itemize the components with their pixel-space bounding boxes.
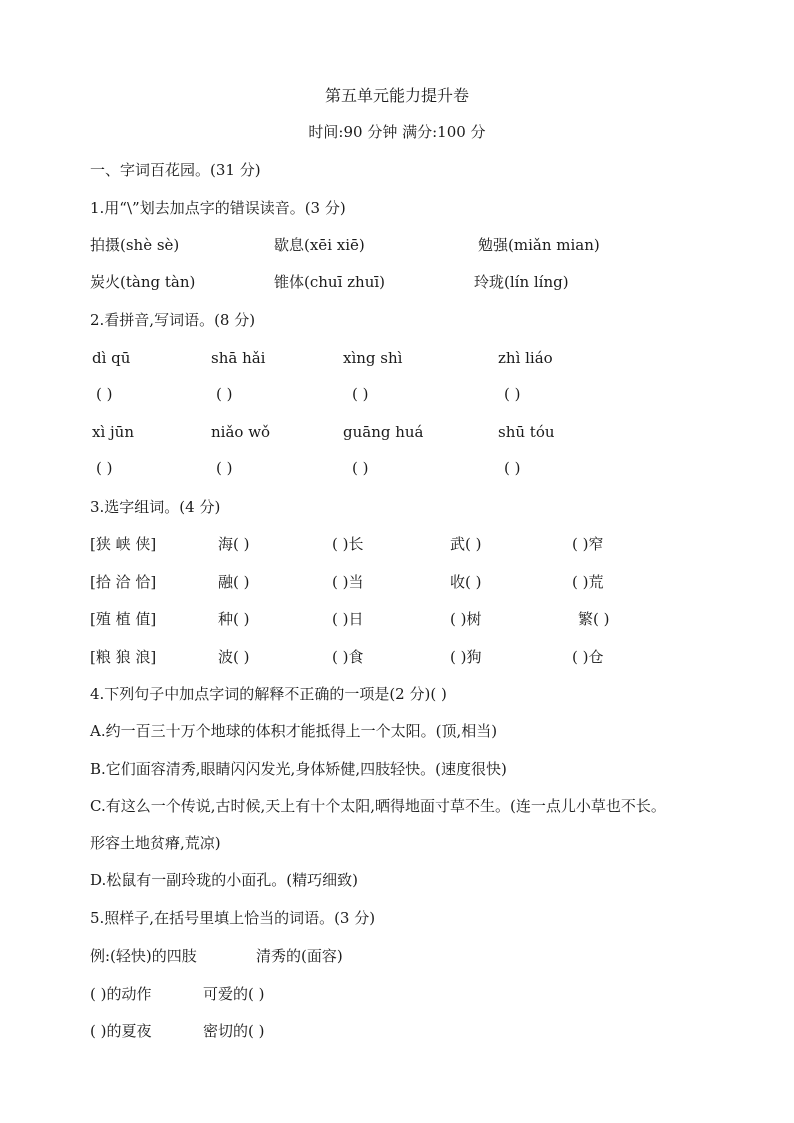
answer-blank[interactable]: ( ) xyxy=(216,459,233,477)
q1-row-1 xyxy=(0,233,794,257)
fill-blank[interactable]: ( )的夏夜 xyxy=(90,1022,152,1040)
word-blank[interactable]: 种( ) xyxy=(218,610,250,628)
word-blank[interactable]: ( )树 xyxy=(450,610,482,628)
pinyin: niǎo wǒ xyxy=(211,423,271,441)
pinyin: guāng huá xyxy=(343,423,424,441)
q4-prompt: 4.下列句子中加点字词的解释不正确的一项是(2 分)( ) xyxy=(90,685,447,703)
char-group: [殖 植 值] xyxy=(90,610,157,628)
page-title: 第五单元能力提升卷 xyxy=(324,86,469,105)
word-blank[interactable]: 武( ) xyxy=(450,535,482,553)
pinyin: shā hǎi xyxy=(211,349,266,367)
q1-prompt: 1.用“\”划去加点字的错误读音。(3 分) xyxy=(90,199,346,217)
q1-item: 玲珑(lín líng) xyxy=(474,273,569,291)
q1-item: 拍摄(shè sè) xyxy=(90,236,180,254)
q2-answer-row-2 xyxy=(0,456,794,480)
pinyin: shū tóu xyxy=(498,423,555,441)
q1-row-2 xyxy=(0,270,794,294)
q3-row xyxy=(0,645,794,669)
q5-row xyxy=(0,1019,794,1043)
q1-item: 歇息(xēi xiē) xyxy=(274,236,365,254)
section-heading: 一、字词百花园。(31 分) xyxy=(90,161,261,179)
word-blank[interactable]: ( )荒 xyxy=(572,573,604,591)
q1-item: 锥体(chuī zhuī) xyxy=(274,273,386,291)
exam-meta: 时间:90 分钟 满分:100 分 xyxy=(308,123,486,141)
char-group: [狭 峡 侠] xyxy=(90,535,157,553)
word-blank[interactable]: 波( ) xyxy=(218,648,250,666)
q4-option-a[interactable]: A.约一百三十万个地球的体积才能抵得上一个太阳。(顶,相当) xyxy=(90,722,498,740)
word-blank[interactable]: ( )日 xyxy=(332,610,364,628)
word-blank[interactable]: ( )长 xyxy=(332,535,364,553)
answer-blank[interactable]: ( ) xyxy=(504,459,521,477)
q2-prompt: 2.看拼音,写词语。(8 分) xyxy=(90,311,256,329)
answer-blank[interactable]: ( ) xyxy=(504,385,521,403)
q5-example xyxy=(0,944,794,968)
q4-option-c-cont: 形容土地贫瘠,荒凉) xyxy=(90,834,221,852)
word-blank[interactable]: ( )窄 xyxy=(572,535,604,553)
answer-blank[interactable]: ( ) xyxy=(96,385,113,403)
char-group: [拾 洽 恰] xyxy=(90,573,157,591)
q4-option-c[interactable]: C.有这么一个传说,古时候,天上有十个太阳,晒得地面寸草不生。(连一点儿小草也不长。 xyxy=(90,797,666,815)
q4-option-b[interactable]: B.它们面容清秀,眼睛闪闪发光,身体矫健,四肢轻快。(速度很快) xyxy=(90,760,507,778)
example-item: 清秀的(面容) xyxy=(256,947,343,965)
fill-blank[interactable]: ( )的动作 xyxy=(90,985,152,1003)
q3-row xyxy=(0,532,794,556)
answer-blank[interactable]: ( ) xyxy=(352,459,369,477)
q3-prompt: 3.选字组词。(4 分) xyxy=(90,498,221,516)
word-blank[interactable]: ( )狗 xyxy=(450,648,482,666)
answer-blank[interactable]: ( ) xyxy=(216,385,233,403)
q4-option-d[interactable]: D.松鼠有一副玲珑的小面孔。(精巧细致) xyxy=(90,871,358,889)
pinyin: zhì liáo xyxy=(498,349,553,367)
word-blank[interactable]: 收( ) xyxy=(450,573,482,591)
q3-row xyxy=(0,607,794,631)
word-blank[interactable]: 融( ) xyxy=(218,573,250,591)
pinyin: dì qū xyxy=(92,349,131,367)
q5-prompt: 5.照样子,在括号里填上恰当的词语。(3 分) xyxy=(90,909,376,927)
word-blank[interactable]: 繁( ) xyxy=(578,610,610,628)
q2-answer-row-1 xyxy=(0,382,794,406)
q1-item: 炭火(tàng tàn) xyxy=(90,273,196,291)
word-blank[interactable]: ( )当 xyxy=(332,573,364,591)
example-item: 例:(轻快)的四肢 xyxy=(90,947,197,965)
q5-row xyxy=(0,982,794,1006)
char-group: [粮 狼 浪] xyxy=(90,648,157,666)
pinyin: xì jūn xyxy=(92,423,134,441)
word-blank[interactable]: ( )仓 xyxy=(572,648,604,666)
word-blank[interactable]: ( )食 xyxy=(332,648,364,666)
fill-blank[interactable]: 可爱的( ) xyxy=(203,985,265,1003)
answer-blank[interactable]: ( ) xyxy=(96,459,113,477)
pinyin: xìng shì xyxy=(343,349,403,367)
q2-pinyin-row-2 xyxy=(0,420,794,444)
fill-blank[interactable]: 密切的( ) xyxy=(203,1022,265,1040)
answer-blank[interactable]: ( ) xyxy=(352,385,369,403)
word-blank[interactable]: 海( ) xyxy=(218,535,250,553)
q1-item: 勉强(miǎn mian) xyxy=(478,236,600,254)
q2-pinyin-row-1 xyxy=(0,346,794,370)
q3-row xyxy=(0,570,794,594)
